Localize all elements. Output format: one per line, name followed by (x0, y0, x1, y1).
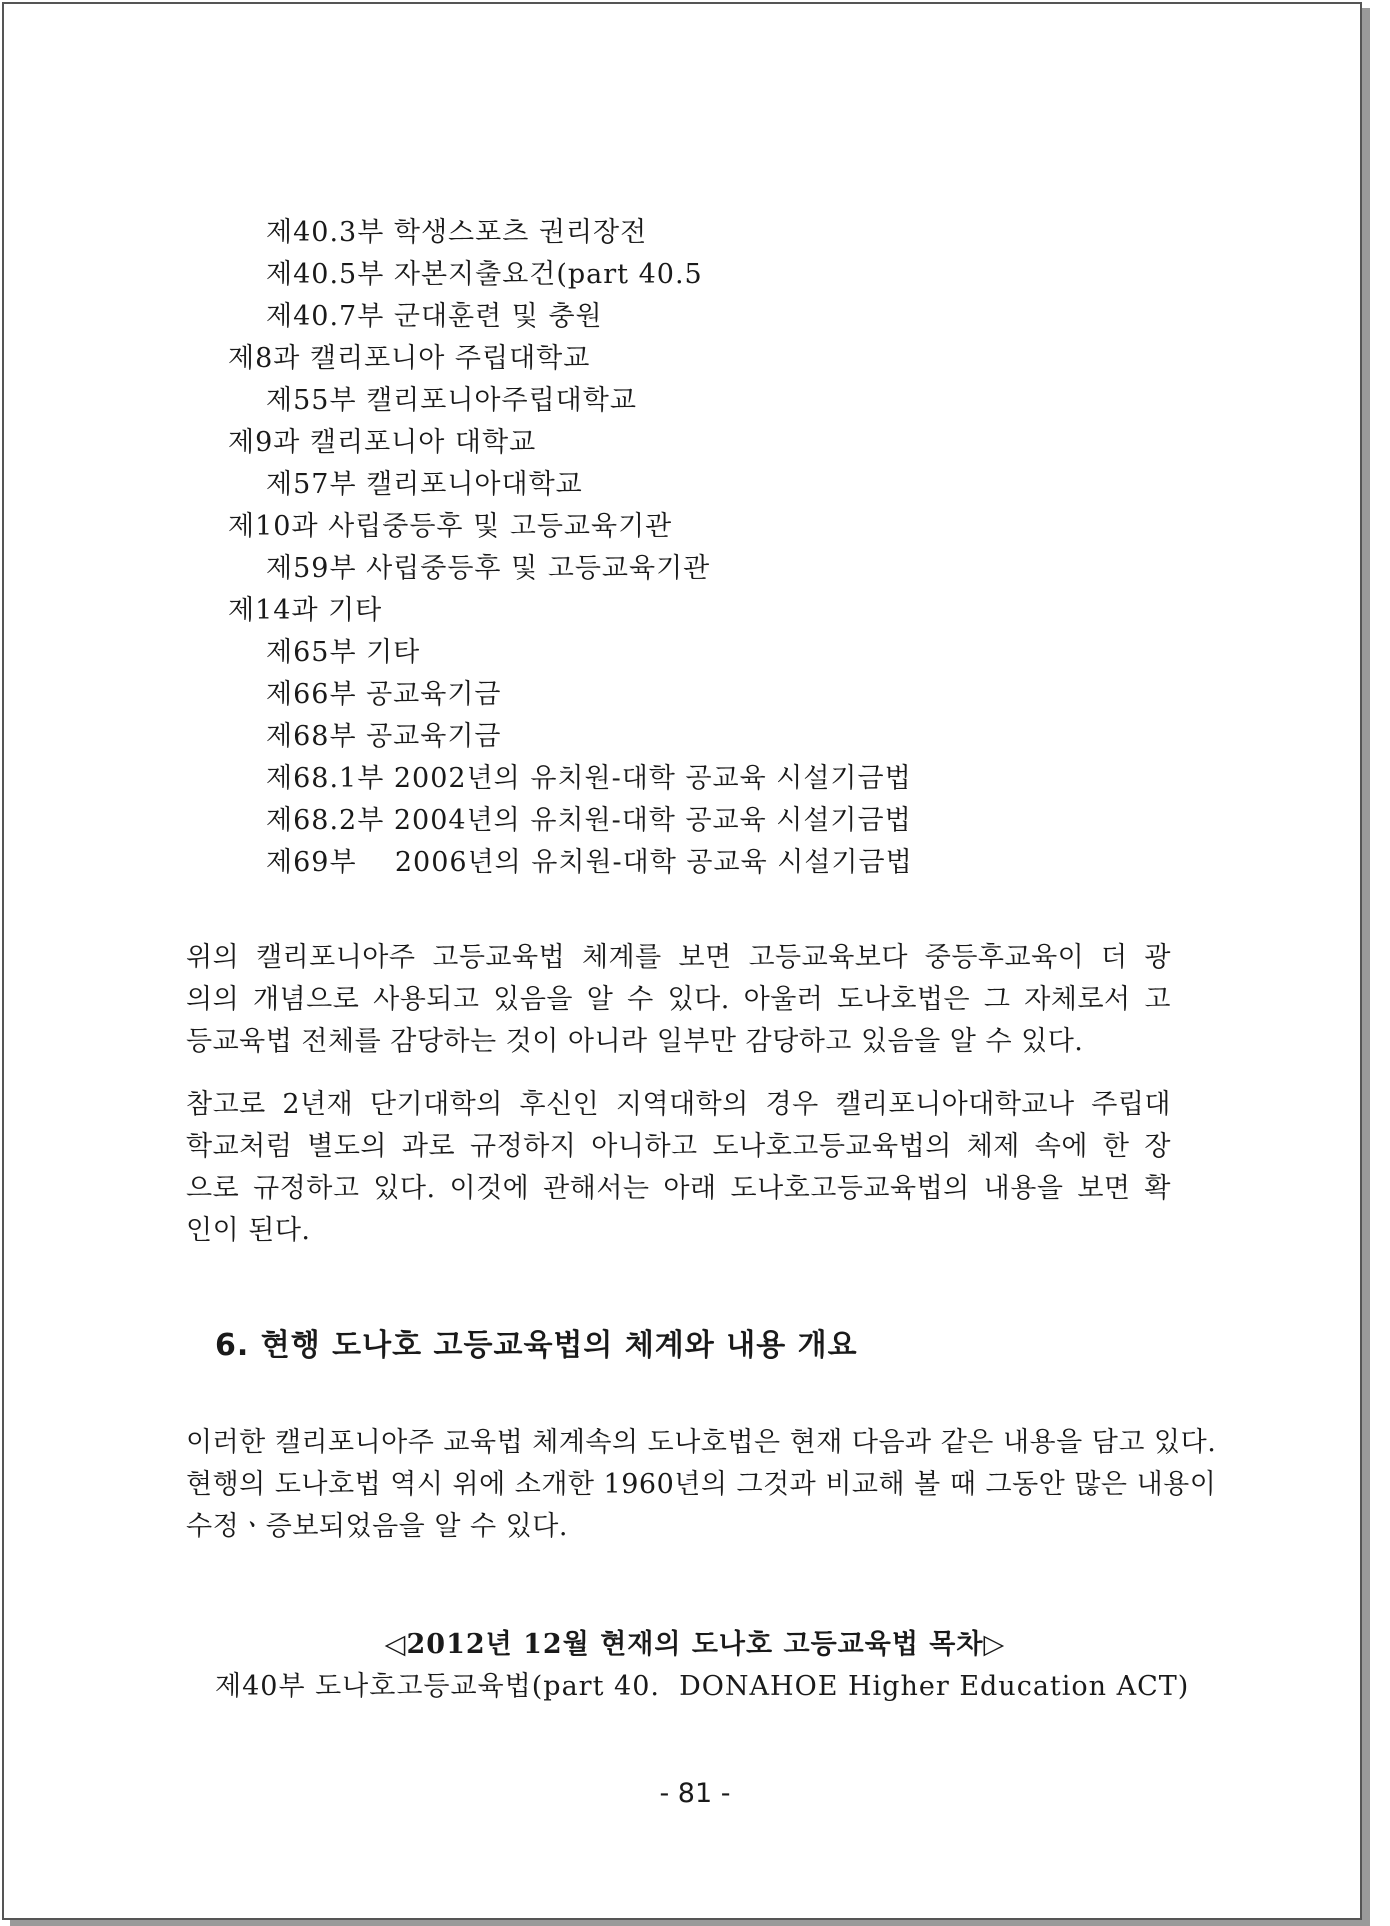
toc-title: ◁2012년 12월 현재의 도나호 고등교육법 목차▷ (384, 1629, 1006, 1660)
paragraph-line: 의의 개념으로 사용되고 있음을 알 수 있다. 아울러 도나호법은 그 자체로서 고 (186, 984, 1171, 1015)
toc-part-entry: 제65부 기타 (266, 637, 421, 668)
toc-part-entry: 제40부 도나호고등교육법(part 40. DONAHOE Higher Education ACT) (215, 1671, 1190, 1702)
paragraph-line: 현행의 도나호법 역시 위에 소개한 1960년의 그것과 비교해 볼 때 그동안 많은 내용이 (186, 1469, 1217, 1500)
paragraph-line: 학교처럼 별도의 과로 규정하지 아니하고 도나호고등교육법의 체제 속에 한 장 (186, 1131, 1171, 1162)
paragraph-line: 으로 규정하고 있다. 이것에 관해서는 아래 도나호고등교육법의 내용을 보면 확 (186, 1173, 1171, 1204)
toc-part-entry: 제69부 2006년의 유치원-대학 공교육 시설기금법 (266, 847, 913, 878)
toc-part-entry: 제40.3부 학생스포츠 권리장전 (266, 217, 648, 248)
paragraph-2 (186, 1084, 1171, 1252)
paragraph-1 (186, 937, 1171, 1063)
toc-part-entry: 제40.7부 군대훈련 및 충원 (266, 301, 603, 332)
page-number: - 81 - (659, 1778, 731, 1809)
toc-chapter-entry: 제14과 기타 (228, 595, 383, 626)
paragraph-line: 인이 된다. (186, 1215, 311, 1246)
paragraph-line: 위의 캘리포니아주 고등교육법 체계를 보면 고등교육보다 중등후교육이 더 광 (186, 942, 1171, 973)
paragraph-line: 이러한 캘리포니아주 교육법 체계속의 도나호법은 현재 다음과 같은 내용을 담고 있다. (186, 1427, 1217, 1458)
toc-chapter-entry: 제9과 캘리포니아 대학교 (228, 427, 537, 458)
section-heading: 6. 현행 도나호 고등교육법의 체계와 내용 개요 (215, 1328, 858, 1363)
toc-part-entry: 제57부 캘리포니아대학교 (266, 469, 583, 500)
paragraph-line: 수정ㆍ증보되었음을 알 수 있다. (186, 1511, 568, 1542)
toc-part-entry: 제68.2부 2004년의 유치원-대학 공교육 시설기금법 (266, 805, 912, 836)
toc-part-entry: 제40.5부 자본지출요건(part 40.5 (266, 259, 703, 290)
paragraph-line: 참고로 2년재 단기대학의 후신인 지역대학의 경우 캘리포니아대학교나 주립대 (186, 1089, 1171, 1120)
paragraph-line: 등교육법 전체를 감당하는 것이 아니라 일부만 감당하고 있음을 알 수 있다. (186, 1026, 1084, 1057)
toc-part-entry: 제59부 사립중등후 및 고등교육기관 (266, 553, 711, 584)
paragraph-3 (186, 1422, 1217, 1548)
toc-part-entry: 제55부 캘리포니아주립대학교 (266, 385, 637, 416)
toc-chapter-entry: 제8과 캘리포니아 주립대학교 (228, 343, 591, 374)
toc-part-entry: 제66부 공교육기금 (266, 679, 502, 710)
toc-part-entry: 제68부 공교육기금 (266, 721, 502, 752)
toc-part-entry: 제68.1부 2002년의 유치원-대학 공교육 시설기금법 (266, 763, 912, 794)
toc-chapter-entry: 제10과 사립중등후 및 고등교육기관 (228, 511, 673, 542)
